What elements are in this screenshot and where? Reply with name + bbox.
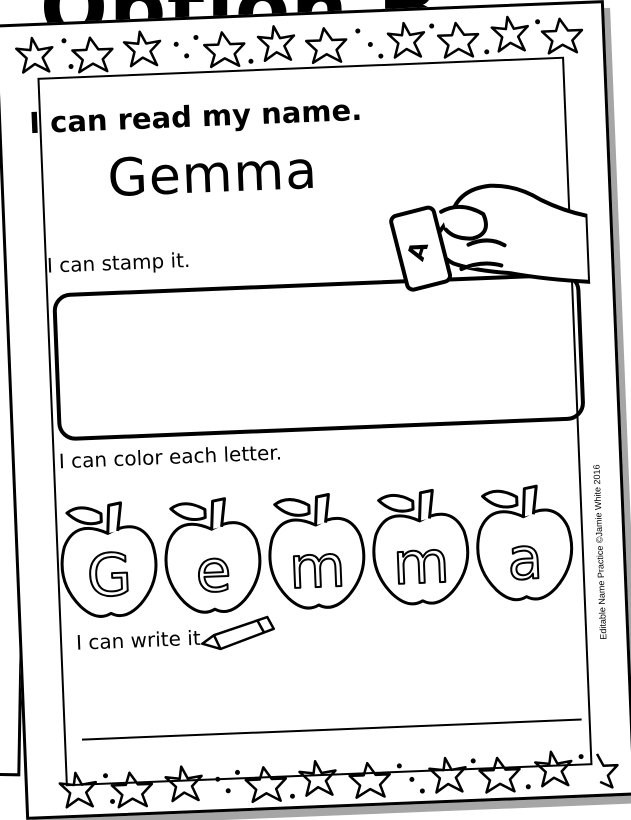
- apple-letter-text: m: [287, 531, 347, 603]
- apple-letter-text: m: [391, 527, 451, 598]
- stamping-hand-icon: [366, 170, 591, 297]
- stamp-area-box: [52, 272, 586, 441]
- apple-letter-1: [60, 502, 158, 618]
- copyright-credit: Editable Name Practice ©Jamie White 2016: [591, 464, 609, 640]
- write-instruction: I can write it.: [75, 625, 208, 655]
- apple-letter-text: G: [85, 540, 134, 611]
- crayon-icon: [197, 611, 281, 654]
- apple-letters-row: [56, 465, 581, 626]
- heading-read-name: I can read my name.: [28, 92, 363, 141]
- stamp-instruction: I can stamp it.: [46, 247, 191, 278]
- apple-letter-text: a: [506, 524, 545, 594]
- apple-letter-2: [164, 497, 262, 613]
- apple-letter-3: [268, 493, 366, 609]
- stamp-letter: A: [401, 237, 435, 265]
- color-instruction: I can color each letter.: [58, 440, 283, 474]
- apple-letter-5: [475, 485, 573, 601]
- apple-letter-4: [371, 489, 469, 605]
- student-name: Gemma: [106, 140, 320, 210]
- apple-letter-text: e: [194, 536, 233, 606]
